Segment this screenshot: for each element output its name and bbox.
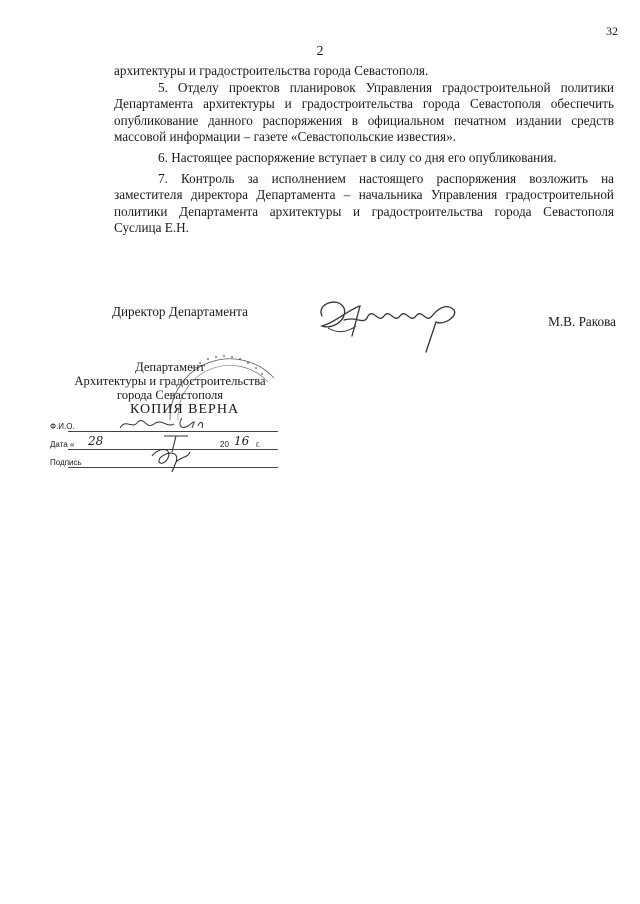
stamp-org-line-2: Архитектуры и градостроительства — [74, 374, 266, 388]
paragraph-5: 5. Отделу проектов планировок Управления градостроительной политики Департамента архитектуры и градостроительства города Севастополя обеспечить опубликование данного распоряжения в официальном печатном издании средств массовой информации – газете «Севастопольские известия». — [114, 79, 614, 145]
date-label — [50, 440, 74, 449]
date-suffix: г. — [256, 440, 261, 449]
corner-page-number: 32 — [606, 24, 618, 38]
date-prefix: Дата « — [50, 440, 75, 449]
copy-certified-label: КОПИЯ ВЕРНА — [130, 402, 240, 417]
date-year-prefix: 20 — [220, 440, 229, 449]
date-day: 28 — [88, 434, 104, 448]
stamp-org-line-3: города Севастополя — [116, 388, 224, 402]
signer-name: М.В. Ракова — [548, 314, 616, 329]
signer-position: Директор Департамента — [112, 304, 248, 319]
fio-handwriting — [116, 414, 206, 434]
paragraph-continuation: архитектуры и градостроительства города Севастополя. — [114, 63, 429, 78]
stamp-org-line-1: Департамент — [135, 360, 205, 374]
paragraph-7: 7. Контроль за исполнением настоящего распоряжения возложить на заместителя директора Департамента – начальника Управления градостроительной политики Департамента архитектуры и градостроительства города Севастополя Суслица Е.Н. — [114, 170, 614, 236]
date-year: 16 — [234, 434, 250, 448]
page-number: 2 — [316, 44, 324, 59]
document-body — [114, 63, 614, 237]
fio-label: Ф.И.О. — [50, 422, 75, 431]
copy-signature — [146, 442, 196, 474]
signature-label: Подпись — [50, 458, 82, 467]
director-signature — [308, 286, 478, 366]
certified-copy-stamp — [50, 348, 290, 478]
paragraph-6: 6. Настоящее распоряжение вступает в силу со дня его опубликования. — [158, 149, 557, 165]
